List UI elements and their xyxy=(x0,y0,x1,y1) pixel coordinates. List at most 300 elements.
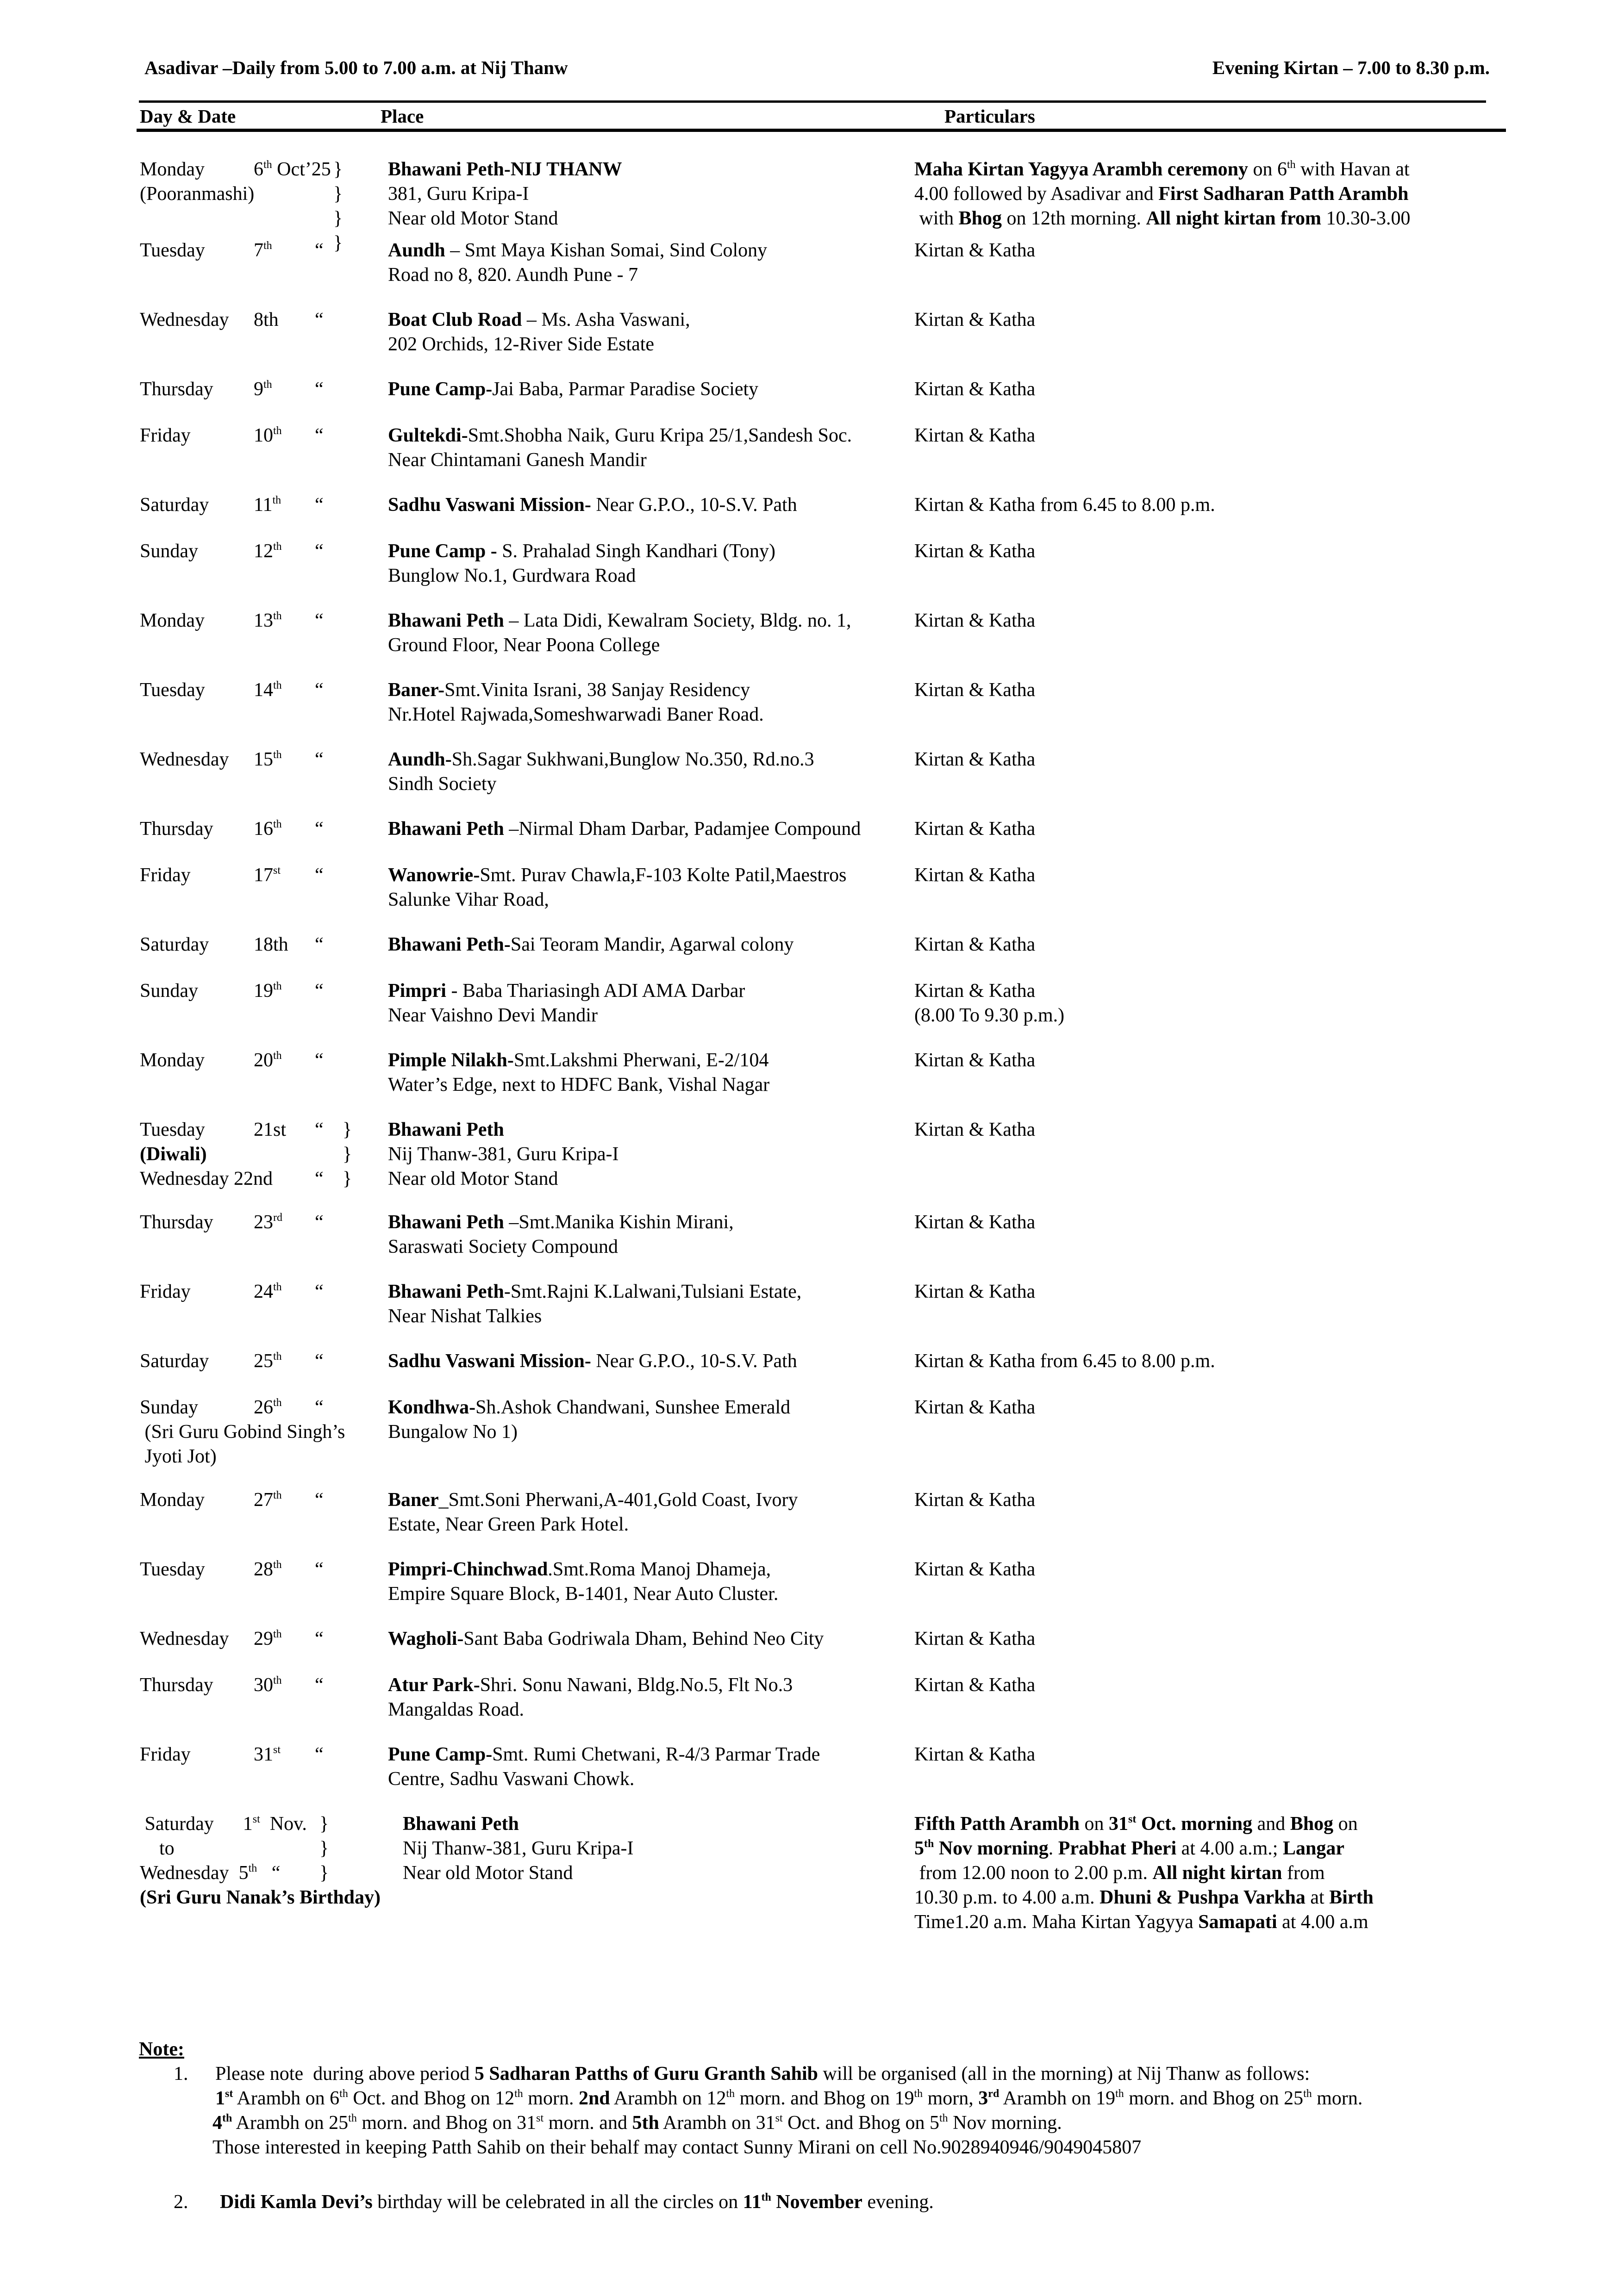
date-suffix: st xyxy=(273,1744,281,1756)
day-name: Sunday xyxy=(140,1397,198,1418)
ditto-mark: “ xyxy=(315,1050,324,1071)
place-line: Water’s Edge, next to HDFC Bank, Vishal Nagar xyxy=(388,1074,770,1095)
brace-group xyxy=(319,1812,329,1885)
entry-date xyxy=(254,539,282,564)
place-address: Sant Baba Godriwala Dham, Behind Neo City xyxy=(463,1628,824,1649)
entry-day xyxy=(140,1673,213,1698)
place-line: Nij Thanw-381, Guru Kripa-I xyxy=(388,1144,619,1165)
ditto-mark: “ xyxy=(315,309,324,330)
entry-day xyxy=(140,1280,191,1304)
ditto-mark: “ xyxy=(315,865,324,886)
entry-particulars xyxy=(914,1210,1035,1235)
brace-icon: } xyxy=(333,183,343,205)
particulars-line: Kirtan & Katha xyxy=(914,240,1036,261)
place-line-1 xyxy=(388,1048,769,1073)
ditto-mark: “ xyxy=(315,425,324,446)
place-line: Centre, Sadhu Vaswani Chowk. xyxy=(388,1768,635,1790)
entry-place xyxy=(388,1118,618,1191)
particulars-line: Kirtan & Katha xyxy=(914,1397,1036,1418)
date-suffix: th xyxy=(273,980,282,992)
entry-place xyxy=(388,979,745,1028)
place-area: Bhawani Peth xyxy=(388,1212,504,1233)
entry-particulars xyxy=(914,1627,1035,1651)
entry-place xyxy=(388,1627,824,1651)
entry-day xyxy=(140,157,254,206)
date-suffix: th xyxy=(272,494,281,506)
entry-place xyxy=(388,1488,798,1537)
place-line: Nr.Hotel Rajwada,Someshwarwadi Baner Road. xyxy=(388,704,764,725)
date-suffix: st xyxy=(273,865,281,877)
date-number: 17 xyxy=(254,865,273,886)
brace-icon: } xyxy=(333,159,343,180)
place-area: Sadhu Vaswani Mission- xyxy=(388,1350,591,1372)
place-line-1 xyxy=(388,609,851,633)
particulars-line: Kirtan & Katha from 6.45 to 8.00 p.m. xyxy=(914,1350,1215,1372)
day-name: Tuesday xyxy=(140,1119,205,1140)
brace-icon: } xyxy=(343,1168,352,1189)
brace-icon: } xyxy=(333,208,343,229)
place-area: Bhawani Peth xyxy=(388,818,504,840)
place-line-1 xyxy=(388,423,852,448)
day-name: Friday xyxy=(140,1281,191,1302)
place-line: Ground Floor, Near Poona College xyxy=(388,635,660,656)
particulars-line: Kirtan & Katha xyxy=(914,679,1036,701)
particulars-line: Kirtan & Katha xyxy=(914,309,1036,330)
entry-particulars xyxy=(914,933,1035,957)
place-area: Bhawani Peth xyxy=(388,1281,504,1302)
entry-particulars xyxy=(914,1048,1035,1073)
brace-group xyxy=(343,1118,352,1191)
day-name: Wednesday xyxy=(140,309,229,330)
entry-particulars xyxy=(914,1118,1035,1142)
entry-place xyxy=(388,423,852,473)
place-line-1 xyxy=(388,1673,793,1698)
entry-day xyxy=(140,377,213,402)
brace-group xyxy=(333,157,343,255)
entry-date xyxy=(254,238,272,263)
entry-place xyxy=(388,539,775,588)
ditto-mark: “ xyxy=(315,1119,324,1140)
particulars-line: 10.30 p.m. to 4.00 a.m. Dhuni & Pushpa Varkha at Birth xyxy=(914,1887,1374,1908)
place-address: S. Prahalad Singh Kandhari (Tony) xyxy=(497,541,775,562)
place-area: Bhawani Peth- xyxy=(388,934,511,955)
ditto-mark: “ xyxy=(315,1350,324,1372)
date-number: 23 xyxy=(254,1212,273,1233)
entry-place xyxy=(388,377,758,402)
particulars-line: (8.00 To 9.30 p.m.) xyxy=(914,1005,1065,1026)
day-to: to xyxy=(140,1838,175,1859)
note-text: Didi Kamla Devi’s birthday will be celebrated in all the circles on 11th November evening. xyxy=(220,2191,934,2213)
place-line: Sindh Society xyxy=(388,773,497,795)
entry-day xyxy=(140,1627,229,1651)
day-name: Wednesday xyxy=(140,1628,229,1649)
particulars-line: Kirtan & Katha xyxy=(914,934,1036,955)
place-address: Sh.Sagar Sukhwani,Bunglow No.350, Rd.no.3 xyxy=(451,749,814,770)
entry-place xyxy=(388,1557,778,1606)
ditto-mark: “ xyxy=(315,1674,324,1696)
date-suffix: th xyxy=(273,1397,282,1409)
particulars-line: Kirtan & Katha xyxy=(914,541,1036,562)
date-month: Nov. xyxy=(269,1813,307,1835)
place-area: Pune Camp- xyxy=(388,379,493,400)
day-name: Friday xyxy=(140,865,191,886)
entry-day xyxy=(140,493,209,517)
date-number: 28 xyxy=(254,1559,273,1580)
date-number: 25 xyxy=(254,1350,273,1372)
entry-date xyxy=(254,308,279,332)
entry-particulars xyxy=(914,423,1035,448)
entry-day xyxy=(140,1349,209,1374)
entry-date xyxy=(254,1557,282,1582)
entry-day xyxy=(140,423,191,448)
particulars-line: Kirtan & Katha xyxy=(914,610,1036,631)
entry-particulars xyxy=(914,1742,1035,1767)
particulars-line: Kirtan & Katha xyxy=(914,1119,1036,1140)
place-line: 202 Orchids, 12-River Side Estate xyxy=(388,334,655,355)
particulars-line: Fifth Patth Arambh on 31st Oct. morning and Bhog on xyxy=(914,1813,1358,1835)
entry-particulars xyxy=(914,1349,1215,1374)
day-name: Monday xyxy=(140,610,205,631)
place-area: Pimpri-Chinchwad xyxy=(388,1559,548,1580)
particulars-line: Kirtan & Katha xyxy=(914,1559,1036,1580)
date-suffix: th xyxy=(273,818,282,830)
entry-place xyxy=(388,747,814,796)
day-name: Thursday xyxy=(140,379,213,400)
place-address: Near G.P.O., 10-S.V. Path xyxy=(591,494,797,516)
place-address: Sai Teoram Mandir, Agarwal colony xyxy=(510,934,794,955)
ditto-mark: “ xyxy=(315,818,324,840)
particulars-line: Kirtan & Katha xyxy=(914,425,1036,446)
entry-date xyxy=(254,817,282,841)
place-address: Smt.Lakshmi Pherwani, E-2/104 xyxy=(513,1050,769,1071)
ditto-mark: “ xyxy=(315,1397,324,1418)
date-suffix: th xyxy=(273,425,282,437)
place-line-1 xyxy=(388,377,758,402)
day-name: Sunday xyxy=(140,980,198,1002)
place-line-1 xyxy=(388,817,861,841)
day-note: (Pooranmashi) xyxy=(140,183,255,205)
entry-particulars xyxy=(914,817,1035,841)
entry-date xyxy=(254,1210,282,1235)
place-line: Empire Square Block, B-1401, Near Auto Cluster. xyxy=(388,1583,779,1605)
date-suffix: th xyxy=(273,749,282,761)
day-name: Saturday 1st Nov. xyxy=(140,1813,307,1835)
brace-icon: } xyxy=(319,1813,329,1835)
entry-date xyxy=(254,157,331,182)
place-line: Near old Motor Stand xyxy=(388,208,558,229)
entry-date xyxy=(254,863,281,888)
entry-date xyxy=(254,933,288,957)
brace-icon: } xyxy=(343,1144,352,1165)
brace-icon: } xyxy=(319,1838,329,1859)
place-line-1 xyxy=(388,1210,734,1235)
ditto-mark: “ xyxy=(315,749,324,770)
place-line: Near Vaishno Devi Mandir xyxy=(388,1005,598,1026)
day-name: Thursday xyxy=(140,1212,213,1233)
place-line-1 xyxy=(388,1395,790,1420)
date-suffix: th xyxy=(263,379,272,391)
entry-place xyxy=(388,933,793,957)
day-note: (Sri Guru Gobind Singh’s xyxy=(140,1421,345,1443)
date-suffix: th xyxy=(273,1050,282,1062)
date-suffix: th xyxy=(273,1628,282,1640)
place-line: Saraswati Society Compound xyxy=(388,1236,618,1257)
date-suffix: st xyxy=(252,1813,260,1825)
evening-kirtan-timing: Evening Kirtan – 7.00 to 8.30 p.m. xyxy=(1212,57,1490,78)
place-area: Pune Camp- xyxy=(388,1744,493,1765)
entry-particulars xyxy=(914,1280,1035,1304)
date-number: 18th xyxy=(254,934,288,955)
entry-date xyxy=(254,1349,282,1374)
entry-day xyxy=(140,817,213,841)
entry-place xyxy=(388,238,767,287)
place-line-1 xyxy=(388,863,846,888)
place-line-1 xyxy=(388,308,690,332)
place-area: Baner xyxy=(388,1489,439,1511)
entry-date xyxy=(254,747,282,772)
particulars-line: Kirtan & Katha xyxy=(914,1744,1036,1765)
entry-particulars xyxy=(914,1557,1035,1582)
day-name: Sunday xyxy=(140,541,198,562)
date-suffix: th xyxy=(273,541,282,553)
place-line: Near Chintamani Ganesh Mandir xyxy=(388,449,647,471)
entry-date xyxy=(254,979,282,1003)
date-number: 11 xyxy=(254,494,273,516)
particulars-line: with Bhog on 12th morning. All night kirtan from 10.30-3.00 xyxy=(914,208,1411,229)
day-name-2: Wednesday 22nd xyxy=(140,1168,273,1189)
date-suffix: th xyxy=(273,679,282,691)
particulars-line: Kirtan & Katha xyxy=(914,980,1036,1002)
place-line-1 xyxy=(388,539,775,564)
ditto-mark: “ xyxy=(315,240,324,261)
date-number: 16 xyxy=(254,818,273,840)
date-suffix: th xyxy=(273,1489,282,1501)
place-area: Pimpri xyxy=(388,980,446,1002)
place-address: .Smt.Roma Manoj Dhameja, xyxy=(548,1559,771,1580)
entry-particulars xyxy=(914,863,1035,888)
entry-day xyxy=(140,238,205,263)
place-address: Shri. Sonu Nawani, Bldg.No.5, Flt No.3 xyxy=(480,1674,793,1696)
date-suffix: th xyxy=(263,240,272,252)
date-suffix: rd xyxy=(273,1212,282,1224)
entry-particulars xyxy=(914,377,1035,402)
entry-day xyxy=(140,539,198,564)
entry-place xyxy=(388,308,690,357)
particulars-line: Kirtan & Katha from 6.45 to 8.00 p.m. xyxy=(914,494,1215,516)
ditto-mark: “ xyxy=(271,1862,281,1884)
place-line-1 xyxy=(388,979,745,1003)
date-number: 8th xyxy=(254,309,279,330)
place-address: Near G.P.O., 10-S.V. Path xyxy=(591,1350,797,1372)
ditto-mark: “ xyxy=(315,1168,324,1189)
entry-date xyxy=(254,377,272,402)
ditto-mark: “ xyxy=(315,541,324,562)
date-number: 31 xyxy=(254,1744,273,1765)
place-area: Pune Camp - xyxy=(388,541,497,562)
place-line-1 xyxy=(388,1280,801,1304)
entry-place xyxy=(388,817,861,841)
ditto-mark: “ xyxy=(315,1559,324,1580)
entry-day xyxy=(140,1118,273,1191)
date-number: 30 xyxy=(254,1674,273,1696)
place-line-1 xyxy=(388,1627,824,1651)
place-address: Smt. Rumi Chetwani, R-4/3 Parmar Trade xyxy=(492,1744,820,1765)
header-rule xyxy=(139,100,1486,103)
day-name: Wednesday xyxy=(140,749,229,770)
entry-particulars xyxy=(914,979,1064,1028)
place-address: – Lata Didi, Kewalram Society, Bldg. no. 1, xyxy=(504,610,851,631)
entry-place xyxy=(388,1349,797,1374)
day-name: Friday xyxy=(140,425,191,446)
particulars-line: Kirtan & Katha xyxy=(914,1212,1036,1233)
place-area: Wagholi- xyxy=(388,1628,464,1649)
entry-place xyxy=(388,678,764,727)
entry-place xyxy=(388,1395,790,1444)
place-area: Bhawani Peth-NIJ THANW xyxy=(388,159,622,180)
day-note: Jyoti Jot) xyxy=(140,1446,217,1467)
place-line-1 xyxy=(388,1488,798,1512)
date-number: 24 xyxy=(254,1281,273,1302)
particulars-line: 4.00 followed by Asadivar and First Sadharan Patth Arambh xyxy=(914,183,1409,205)
entry-day xyxy=(140,308,229,332)
day-name: Tuesday xyxy=(140,679,205,701)
date-number: 12 xyxy=(254,541,273,562)
place-line-1 xyxy=(388,1557,778,1582)
place-address: Jai Baba, Parmar Paradise Society xyxy=(492,379,759,400)
place-line: Near Nishat Talkies xyxy=(388,1306,542,1327)
place-area: Kondhwa- xyxy=(388,1397,476,1418)
entry-place xyxy=(388,1673,793,1722)
place-area: Wanowrie- xyxy=(388,865,480,886)
entry-day xyxy=(140,1048,205,1073)
particulars-line: Kirtan & Katha xyxy=(914,1628,1036,1649)
date-suffix: th xyxy=(273,1350,282,1363)
date-number: 1 xyxy=(243,1813,253,1835)
place-address: - Baba Thariasingh ADI AMA Darbar xyxy=(446,980,745,1002)
entry-place xyxy=(388,609,851,658)
place-area: Aundh- xyxy=(388,749,452,770)
entry-day xyxy=(140,609,205,633)
date-suffix: th xyxy=(273,1281,282,1293)
place-address: –Nirmal Dham Darbar, Padamjee Compound xyxy=(504,818,861,840)
col-header-place: Place xyxy=(381,106,424,127)
particulars-line: Maha Kirtan Yagyya Arambh ceremony on 6th with Havan at xyxy=(914,159,1410,180)
date-number: 9 xyxy=(254,379,263,400)
particulars-line: Kirtan & Katha xyxy=(914,1281,1036,1302)
day-name: Thursday xyxy=(140,818,213,840)
entry-place xyxy=(403,1812,633,1885)
date-number: 14 xyxy=(254,679,273,701)
note-title: Note: xyxy=(139,2039,184,2060)
place-line: Estate, Near Green Park Hotel. xyxy=(388,1514,629,1535)
ditto-mark: “ xyxy=(315,1212,324,1233)
place-area: Sadhu Vaswani Mission- xyxy=(388,494,591,516)
place-line: Nij Thanw-381, Guru Kripa-I xyxy=(403,1838,634,1859)
place-area: Bhawani Peth xyxy=(388,1119,504,1140)
entry-particulars xyxy=(914,539,1035,564)
entry-day xyxy=(140,1488,205,1512)
place-area: Bhawani Peth xyxy=(388,610,504,631)
day-name: Friday xyxy=(140,1744,191,1765)
header-bottom-rule xyxy=(137,129,1506,132)
entry-day xyxy=(140,1557,205,1582)
date-number: 5 xyxy=(238,1862,249,1884)
entry-date xyxy=(254,1118,286,1142)
place-line: Road no 8, 820. Aundh Pune - 7 xyxy=(388,264,638,286)
date-suffix: th xyxy=(273,1559,282,1571)
particulars-line: Kirtan & Katha xyxy=(914,1489,1036,1511)
day-name-2: Wednesday 5th “ xyxy=(140,1862,281,1884)
entry-day xyxy=(140,747,229,772)
ditto-mark: “ xyxy=(315,494,324,516)
ditto-mark: “ xyxy=(315,379,324,400)
ditto-mark: “ xyxy=(315,1489,324,1511)
day-note: (Sri Guru Nanak’s Birthday) xyxy=(140,1887,381,1908)
ditto-mark: “ xyxy=(315,679,324,701)
entry-date xyxy=(254,1627,282,1651)
date-number: 26 xyxy=(254,1397,273,1418)
place-line: Bunglow No.1, Gurdwara Road xyxy=(388,565,636,586)
entry-day xyxy=(140,933,209,957)
day-name: Monday xyxy=(140,1050,205,1071)
day-name: Tuesday xyxy=(140,1559,205,1580)
entry-place xyxy=(388,863,846,912)
brace-icon: } xyxy=(319,1862,329,1884)
entry-place xyxy=(388,1048,769,1097)
place-line-1 xyxy=(388,1118,618,1142)
ditto-mark: “ xyxy=(315,1744,324,1765)
col-header-particulars: Particulars xyxy=(944,106,1035,127)
place-area: Baner- xyxy=(388,679,445,701)
note-text: Please note during above period 5 Sadharan Patths of Guru Granth Sahib will be organised (all in the morning) at Nij Thanw as follows: 1st Arambh on 6th Oct. and Bhog on 12th morn. 2nd Arambh on 12th morn. and Bhog on 19th morn, 3rd Arambh on 19th morn. and Bhog on 25th morn. 4th Arambh on 25th morn. and Bhog on 31st morn. and 5th Arambh on 31st Oct. and Bhog on 5th Nov morning. Those interested in keeping Patth Sahib on their behalf may contact Sunny Mirani on cell No.9028940946/9049045807 xyxy=(212,2063,1363,2158)
place-address: – Smt Maya Kishan Somai, Sind Colony xyxy=(445,240,768,261)
entry-particulars xyxy=(914,1673,1035,1698)
place-line-1 xyxy=(388,493,797,517)
place-line-1 xyxy=(388,238,767,263)
place-line: Near old Motor Stand xyxy=(403,1862,573,1884)
place-address: Smt.Shobha Naik, Guru Kripa 25/1,Sandesh Soc. xyxy=(468,425,852,446)
particulars-line: 5th Nov morning. Prabhat Pheri at 4.00 a.m.; Langar xyxy=(914,1838,1344,1859)
entry-date xyxy=(254,609,282,633)
place-address: Sh.Ashok Chandwani, Sunshee Emerald xyxy=(475,1397,791,1418)
day-note: (Diwali) xyxy=(140,1144,207,1165)
place-area: Bhawani Peth xyxy=(403,1813,519,1835)
particulars-line: Kirtan & Katha xyxy=(914,865,1036,886)
place-line-1 xyxy=(388,1742,820,1767)
ditto-mark: “ xyxy=(315,934,324,955)
date-suffix: th xyxy=(273,1674,282,1686)
date-suffix: th xyxy=(248,1862,257,1874)
particulars-line: Kirtan & Katha xyxy=(914,1050,1036,1071)
date-number: 21st xyxy=(254,1119,287,1140)
place-area: Pimple Nilakh- xyxy=(388,1050,514,1071)
entry-particulars xyxy=(914,747,1035,772)
day-name: Saturday xyxy=(140,934,209,955)
day-name: Monday xyxy=(140,159,205,180)
place-line-1 xyxy=(388,933,793,957)
ditto-mark: “ xyxy=(315,1281,324,1302)
entry-place xyxy=(388,1280,801,1329)
ditto-mark: “ xyxy=(315,980,324,1002)
place-line: 381, Guru Kripa-I xyxy=(388,183,529,205)
entry-date xyxy=(254,1673,282,1698)
entry-particulars xyxy=(914,1812,1374,1935)
entry-date xyxy=(254,423,282,448)
place-line-1 xyxy=(388,1349,797,1374)
date-number: 15 xyxy=(254,749,273,770)
date-suffix: th xyxy=(263,159,272,171)
day-name: Tuesday xyxy=(140,240,205,261)
